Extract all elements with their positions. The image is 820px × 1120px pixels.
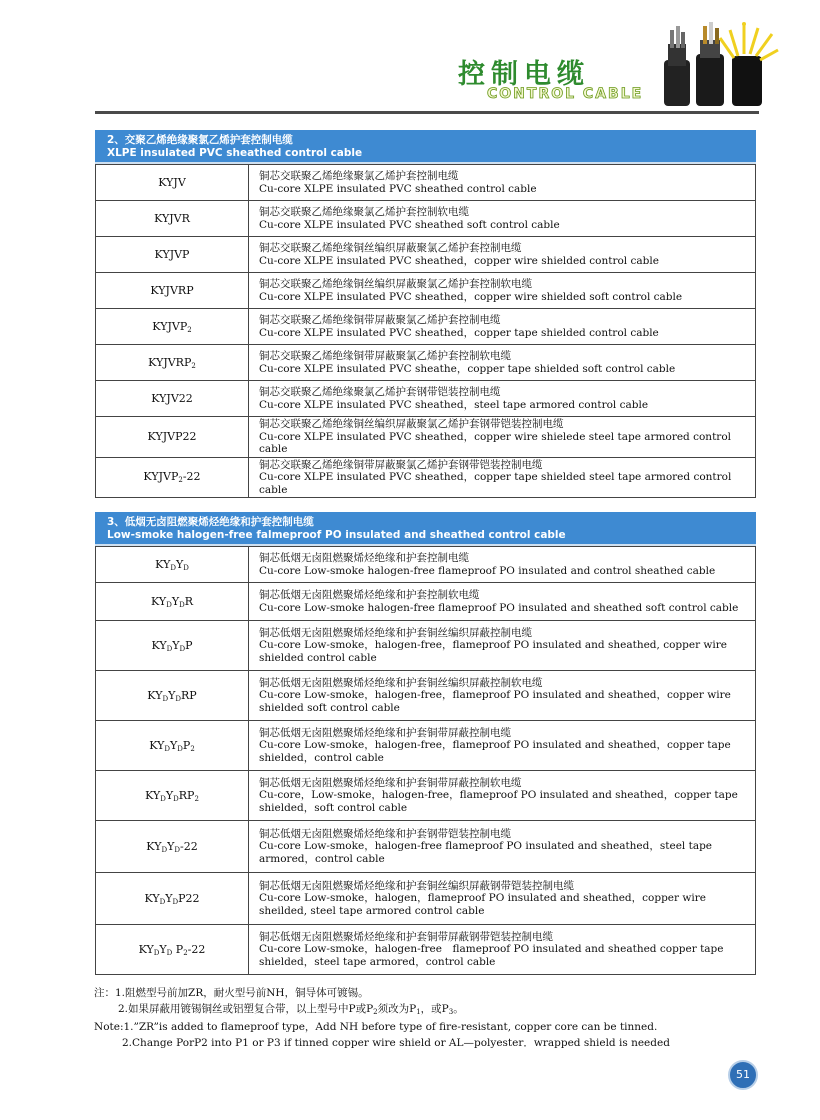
section-header: [95, 512, 756, 546]
note-zh-1: 注：1.阻燃型号前加ZR，耐火型号前NH，铜导体可镀锡。: [94, 987, 369, 999]
table-row: [96, 381, 756, 417]
model-cell: $KY_DY_DRP$: [96, 671, 249, 721]
desc-cell: 铜芯低烟无卤阻燃聚烯烃绝缘和护套铜丝编织屏蔽控制软电缆 Cu-core Low-smoke，halogen-free，flameproof PO insulated and sheathed，copper wire shielded soft control cable: [249, 671, 756, 721]
model-cell: $KY_DY_DP$: [96, 621, 249, 671]
model-cell: $KY_DY_DRP_2$: [96, 771, 249, 821]
table-row: [96, 873, 756, 925]
model-cell: $KY_DY_DP_2$: [96, 721, 249, 771]
model-cell: $KYJVRP_2$: [96, 345, 249, 381]
note-en-1: Note:1.”ZR”is added to flameproof type，Add NH before type of fire-resistant, copper core can be tinned.: [94, 1021, 658, 1033]
cable-photo: [660, 20, 780, 106]
desc-cell: 铜芯交联聚乙烯绝缘铜丝编织屏蔽聚氯乙烯护套钢带铠装控制电缆 Cu-core XLPE insulated PVC sheathed，copper wire shielede steel tape armored control cable: [249, 417, 756, 458]
cable-right: [720, 22, 778, 106]
table-row: [96, 821, 756, 873]
desc-cell: 铜芯交联聚乙烯绝缘聚氯乙烯护套控制软电缆 Cu-core XLPE insulated PVC sheathed soft control cable: [249, 201, 756, 237]
note-en-2: 2.Change PorP2 into P1 or P3 if tinned copper wire shield or AL—polyester．wrapped shield is needed: [122, 1036, 670, 1049]
desc-cell: 铜芯低烟无卤阻燃聚烯烃绝缘和护套钢带铠装控制电缆 Cu-core Low-smoke，halogen-free flameproof PO insulated and sheathed，steel tape armored，control cable: [249, 821, 756, 873]
desc-cell: 铜芯交联聚乙烯绝缘铜带屏蔽聚氯乙烯护套钢带铠装控制电缆 Cu-core XLPE insulated PVC sheathed，copper tape shielded steel tape armored control cable: [249, 457, 756, 498]
desc-cell: 铜芯交联聚乙烯绝缘铜带屏蔽聚氯乙烯护套控制软电缆 Cu-core XLPE insulated PVC sheathe，copper tape shielded soft control cable: [249, 345, 756, 381]
section-xlpe: [95, 130, 756, 498]
table-row: [96, 771, 756, 821]
model-cell: $KYJVP_2$: [96, 309, 249, 345]
cable-table: [95, 164, 756, 498]
section-title-zh: 3、低烟无卤阻燃聚烯烃绝缘和护套控制电缆: [107, 516, 314, 528]
cable-table: [95, 546, 756, 975]
desc-cell: 铜芯低烟无卤阻燃聚烯烃绝缘和护套铜带屏蔽控制软电缆 Cu-core，Low-smoke，halogen-free，flameproof PO insulated and sheathed，copper tape shielded，soft control cable: [249, 771, 756, 821]
notes: [94, 986, 754, 1051]
section-title-en: Low-smoke halogen-free falmeproof PO insulated and sheathed control cable: [107, 529, 566, 541]
table-row: [96, 201, 756, 237]
cable-middle: [696, 22, 724, 106]
header-divider: [95, 111, 759, 114]
desc-cell: 铜芯交联聚乙烯绝缘铜丝编织屏蔽聚氯乙烯护套控制软电缆 Cu-core XLPE insulated PVC sheathed，copper wire shielded soft control cable: [249, 273, 756, 309]
model-cell: KYJVP: [96, 237, 249, 273]
table-row: [96, 345, 756, 381]
model-cell: KYJV22: [96, 381, 249, 417]
section-lszh: [95, 512, 756, 975]
section-header: [95, 130, 756, 164]
model-cell: KYJVR: [96, 201, 249, 237]
desc-cell: 铜芯低烟无卤阻燃聚烯烃绝缘和护套铜带屏蔽钢带铠装控制电缆 Cu-core Low-smoke，halogen-free flameproof PO insulated and sheathed copper tape shielded，steel tape armored，control cable: [249, 925, 756, 975]
desc-cell: 铜芯低烟无卤阻燃聚烯烃绝缘和护套控制电缆 Cu-core Low-smoke halogen-free flameproof PO insulated and control sheathed cable: [249, 547, 756, 583]
cable-left: [664, 26, 690, 106]
desc-cell: 铜芯低烟无卤阻燃聚烯烃绝缘和护套控制软电缆 Cu-core Low-smoke halogen-free flameproof PO insulated and sheathed soft control cable: [249, 583, 756, 621]
table-row: [96, 583, 756, 621]
model-cell: $KY_DY_DP22$: [96, 873, 249, 925]
section-title-en: XLPE insulated PVC sheathed control cable: [107, 147, 363, 159]
model-cell: KYJVRP: [96, 273, 249, 309]
table-row: [96, 417, 756, 458]
desc-cell: 铜芯交联聚乙烯绝缘铜丝编织屏蔽聚氯乙烯护套控制电缆 Cu-core XLPE insulated PVC sheathed，copper wire shielded control cable: [249, 237, 756, 273]
desc-cell: 铜芯交联聚乙烯绝缘铜带屏蔽聚氯乙烯护套控制电缆 Cu-core XLPE insulated PVC sheathed，copper tape shielded control cable: [249, 309, 756, 345]
desc-cell: 铜芯低烟无卤阻燃聚烯烃绝缘和护套铜丝编织屏蔽控制电缆 Cu-core Low-smoke，halogen-free，flameproof PO insulated and sheathed, copper wire shielded control cable: [249, 621, 756, 671]
model-cell: $KY_DY_DR$: [96, 583, 249, 621]
table-row: [96, 925, 756, 975]
desc-cell: 铜芯交联聚乙烯绝缘聚氯乙烯护套控制电缆 Cu-core XLPE insulated PVC sheathed control cable: [249, 165, 756, 201]
table-row: [96, 165, 756, 201]
desc-cell: 铜芯低烟无卤阻燃聚烯烃绝缘和护套铜丝编织屏蔽钢带铠装控制电缆 Cu-core Low-smoke，halogen，flameproof PO insulated and sheathed，copper wire sheilded, steel tape armored control cable: [249, 873, 756, 925]
model-cell: $KY_DY_D$ $P_2-22$: [96, 925, 249, 975]
model-cell: KYJVP22: [96, 417, 249, 458]
page-title-zh: 控制电缆: [458, 59, 590, 90]
table-row: [96, 671, 756, 721]
table-row: [96, 457, 756, 498]
table-row: [96, 721, 756, 771]
section-title-zh: 2、交聚乙烯绝缘聚氯乙烯护套控制电缆: [107, 134, 293, 146]
table-row: [96, 547, 756, 583]
table-row: [96, 309, 756, 345]
table-row: [96, 273, 756, 309]
table-row: [96, 237, 756, 273]
desc-cell: 铜芯交联聚乙烯绝缘聚氯乙烯护套钢带铠装控制电缆 Cu-core XLPE insulated PVC sheathed，steel tape armored control cable: [249, 381, 756, 417]
model-cell: $KY_DY_D-22$: [96, 821, 249, 873]
desc-cell: 铜芯低烟无卤阻燃聚烯烃绝缘和护套铜带屏蔽控制电缆 Cu-core Low-smoke，halogen-free，flameproof PO insulated and sheathed，copper tape shielded，control cable: [249, 721, 756, 771]
page-title-en: CONTROL CABLE: [487, 86, 644, 102]
page-number: 51: [728, 1060, 758, 1090]
model-cell: KYJV: [96, 165, 249, 201]
model-cell: $KYJVP_2-22$: [96, 457, 249, 498]
table-row: [96, 621, 756, 671]
note-zh-2: 2.如果屏蔽用镀锡铜丝或铝塑复合带，以上型号中P或$P_2$须改为$P_1$，或$P_3$。: [118, 1002, 464, 1016]
model-cell: $KY_DY_D$: [96, 547, 249, 583]
